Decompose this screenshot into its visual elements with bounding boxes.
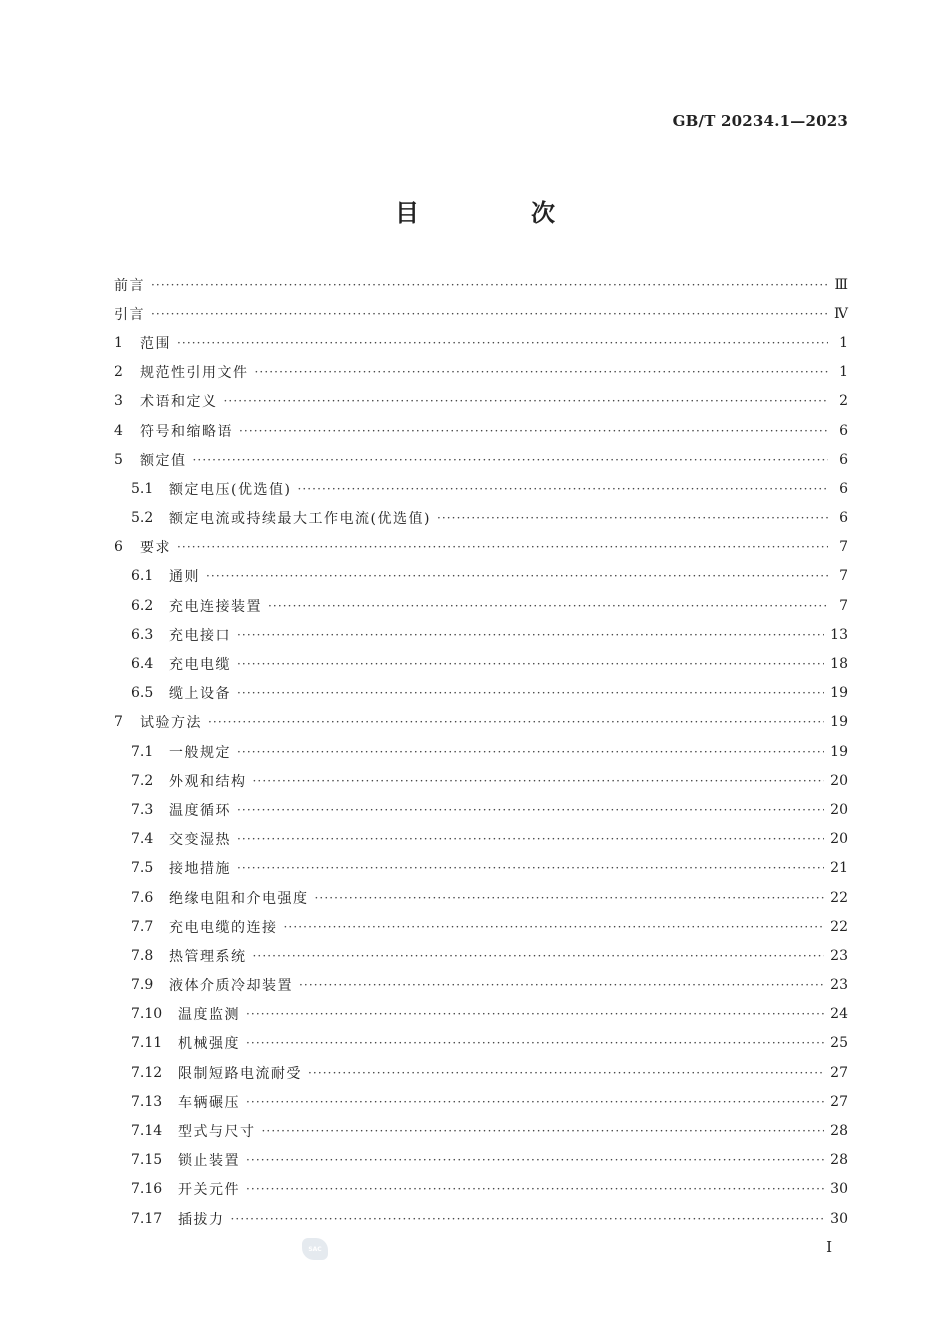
toc-entry[interactable] [114,854,848,883]
toc-entry-label: 充电电缆 [169,657,231,674]
toc-entry-page: 6 [839,422,848,439]
toc-entry-label: 限制短路电流耐受 [178,1065,302,1082]
toc-entry-number: 7.12 [131,1064,163,1081]
toc-entry[interactable] [114,416,848,445]
toc-entry-number: 7.11 [131,1035,163,1052]
toc-entry-page: 27 [830,1064,848,1081]
toc-entry-label: 前言 [114,277,145,294]
toc-entry-number: 7.13 [131,1093,163,1110]
toc-entry[interactable] [114,620,848,649]
toc-dot-leader [151,307,828,321]
toc-entry-page: 21 [830,860,848,877]
toc-dot-leader [284,920,825,934]
toc-entry-number: 6.4 [131,656,154,673]
standard-code: GB/T 20234.1—2023 [672,112,848,130]
toc-dot-leader [208,715,824,729]
toc-entry-page: 19 [830,743,848,760]
toc-entry-number: 7.8 [131,947,154,964]
toc-entry[interactable] [114,971,848,1000]
toc-entry-page: 13 [830,626,848,643]
toc-dot-leader [237,803,824,817]
toc-entry-number: 5.2 [131,510,154,527]
sac-logo [302,1238,328,1260]
toc-entry-page: 6 [839,510,848,527]
toc-entry-number: 7 [114,714,123,731]
toc-entry-label: 开关元件 [178,1182,240,1199]
toc-entry[interactable] [114,649,848,678]
toc-entry-page: 1 [839,364,848,381]
table-of-contents [114,270,848,1233]
toc-dot-leader [237,628,824,642]
toc-entry-number: 6.2 [131,597,154,614]
toc-entry[interactable] [114,387,848,416]
toc-dot-leader [437,511,828,525]
toc-entry[interactable] [114,795,848,824]
toc-entry-label: 插拔力 [178,1211,225,1228]
toc-entry-label: 机械强度 [178,1036,240,1053]
toc-entry[interactable] [114,1087,848,1116]
toc-dot-leader [237,832,824,846]
toc-entry-page: 1 [839,334,848,351]
page-number: Ⅰ [826,1238,832,1256]
toc-entry[interactable] [114,1204,848,1233]
toc-entry[interactable] [114,708,848,737]
toc-entry[interactable] [114,825,848,854]
toc-entry-number: 7.14 [131,1123,163,1140]
toc-entry-number: 2 [114,364,123,381]
toc-dot-leader [299,978,824,992]
toc-entry-page: 19 [830,685,848,702]
toc-entry-label: 缆上设备 [169,686,231,703]
toc-entry-number: 1 [114,334,123,351]
toc-dot-leader [237,745,824,759]
toc-entry-page: 25 [830,1035,848,1052]
toc-dot-leader [246,1182,824,1196]
toc-entry-number: 7.16 [131,1181,163,1198]
toc-entry-page: 28 [830,1152,848,1169]
toc-entry[interactable] [114,474,848,503]
toc-entry[interactable] [114,1000,848,1029]
toc-dot-leader [315,891,825,905]
toc-entry[interactable] [114,299,848,328]
toc-entry-label: 额定电压(优选值) [169,481,292,498]
toc-entry-page: 23 [830,977,848,994]
toc-entry-number: 7.7 [131,918,154,935]
toc-entry-number: 5 [114,451,123,468]
toc-entry-label: 额定电流或持续最大工作电流(优选值) [169,511,431,528]
toc-entry-page: 20 [830,772,848,789]
toc-entry[interactable] [114,1146,848,1175]
toc-entry-page: 22 [830,918,848,935]
toc-entry-number: 7.4 [131,831,154,848]
toc-entry-label: 充电接口 [169,627,231,644]
toc-entry-page: Ⅳ [834,305,848,322]
toc-entry-number: 6.1 [131,568,154,585]
toc-entry[interactable] [114,533,848,562]
toc-dot-leader [231,1212,825,1226]
toc-entry-page: 6 [839,451,848,468]
toc-entry-label: 要求 [140,540,171,557]
toc-entry[interactable] [114,328,848,357]
toc-entry-number: 7.5 [131,860,154,877]
toc-entry-page: 23 [830,947,848,964]
toc-entry-label: 试验方法 [140,715,202,732]
toc-entry-number: 7.17 [131,1210,163,1227]
toc-entry-label: 温度监测 [178,1007,240,1024]
toc-entry-page: 28 [830,1123,848,1140]
toc-entry-number: 7.6 [131,889,154,906]
toc-entry-number: 6.3 [131,626,154,643]
toc-entry-label: 锁止装置 [178,1153,240,1170]
toc-entry[interactable] [114,737,848,766]
toc-entry[interactable] [114,912,848,941]
toc-dot-leader [151,278,828,292]
toc-entry-label: 车辆碾压 [178,1094,240,1111]
toc-dot-leader [239,424,828,438]
toc-entry-page: 27 [830,1093,848,1110]
toc-dot-leader [246,1153,824,1167]
toc-dot-leader [253,774,825,788]
toc-entry[interactable] [114,591,848,620]
toc-entry-label: 接地措施 [169,861,231,878]
toc-entry-number: 7.2 [131,772,154,789]
toc-entry[interactable] [114,445,848,474]
toc-entry-number: 6 [114,539,123,556]
toc-dot-leader [193,453,829,467]
toc-entry[interactable] [114,1116,848,1145]
toc-dot-leader [237,657,824,671]
toc-entry-label: 充电电缆的连接 [169,919,278,936]
toc-entry-page: 7 [839,597,848,614]
toc-entry[interactable] [114,941,848,970]
logo-text: SAC [308,1245,322,1253]
toc-dot-leader [255,365,829,379]
toc-entry[interactable] [114,1058,848,1087]
toc-entry-page: 19 [830,714,848,731]
toc-dot-leader [262,1124,825,1138]
toc-dot-leader [206,569,828,583]
toc-entry-page: 24 [830,1006,848,1023]
toc-dot-leader [253,949,825,963]
toc-entry-label: 热管理系统 [169,948,247,965]
toc-dot-leader [297,482,828,496]
toc-dot-leader [237,686,824,700]
toc-dot-leader [308,1066,824,1080]
toc-entry[interactable] [114,358,848,387]
toc-entry[interactable] [114,1029,848,1058]
toc-entry-label: 型式与尺寸 [178,1124,256,1141]
toc-entry-label: 交变湿热 [169,832,231,849]
toc-entry[interactable] [114,766,848,795]
toc-entry-page: 30 [830,1181,848,1198]
toc-dot-leader [177,336,828,350]
toc-dot-leader [268,599,828,613]
toc-entry-page: 22 [830,889,848,906]
toc-dot-leader [237,861,824,875]
toc-entry-label: 范围 [140,335,171,352]
toc-entry-number: 7.9 [131,977,154,994]
toc-entry-number: 7.15 [131,1152,163,1169]
toc-entry-page: Ⅲ [834,276,848,293]
toc-entry-number: 5.1 [131,480,154,497]
toc-entry-number: 7.10 [131,1006,163,1023]
toc-entry-page: 7 [839,539,848,556]
toc-entry-label: 符号和缩略语 [140,423,233,440]
toc-entry-page: 7 [839,568,848,585]
toc-entry[interactable] [114,883,848,912]
toc-entry[interactable] [114,1175,848,1204]
toc-entry-page: 20 [830,831,848,848]
toc-entry-page: 20 [830,801,848,818]
toc-dot-leader [224,394,829,408]
toc-entry[interactable] [114,270,848,299]
toc-dot-leader [246,1095,824,1109]
toc-entry-label: 通则 [169,569,200,586]
toc-entry-page: 18 [830,656,848,673]
toc-entry-number: 3 [114,393,123,410]
toc-entry-number: 4 [114,422,123,439]
toc-entry-label: 一般规定 [169,744,231,761]
toc-entry-page: 2 [839,393,848,410]
toc-dot-leader [246,1036,824,1050]
toc-entry-page: 6 [839,480,848,497]
toc-entry-page: 30 [830,1210,848,1227]
toc-entry-label: 温度循环 [169,802,231,819]
page-title: 目 次 [395,198,599,227]
toc-entry[interactable] [114,562,848,591]
toc-entry-label: 规范性引用文件 [140,365,249,382]
toc-entry-label: 术语和定义 [140,394,218,411]
toc-entry-label: 充电连接装置 [169,598,262,615]
toc-dot-leader [177,540,828,554]
toc-entry-number: 6.5 [131,685,154,702]
toc-entry-label: 液体介质冷却装置 [169,978,293,995]
toc-entry[interactable] [114,679,848,708]
toc-entry-label: 额定值 [140,452,187,469]
toc-entry-label: 绝缘电阻和介电强度 [169,890,309,907]
toc-entry-number: 7.3 [131,801,154,818]
toc-entry-label: 外观和结构 [169,773,247,790]
toc-entry[interactable] [114,504,848,533]
toc-dot-leader [246,1007,824,1021]
toc-entry-label: 引言 [114,306,145,323]
toc-entry-number: 7.1 [131,743,154,760]
